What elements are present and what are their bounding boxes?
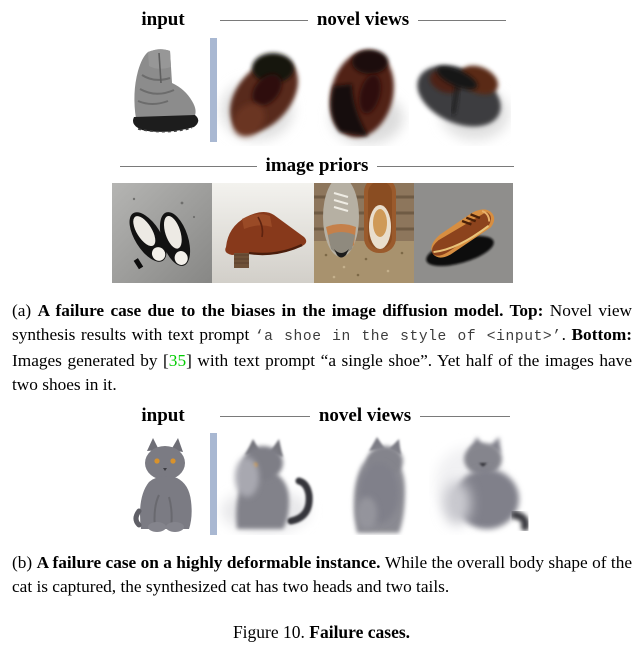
- input-shoe-image: [118, 45, 207, 138]
- prior-image-4-orange-oxford: [414, 183, 513, 283]
- figure-caption-prefix: Figure 10.: [232, 622, 310, 642]
- caption-a-tag: (a): [12, 301, 38, 321]
- novel-view-cat-1-image: [217, 433, 327, 535]
- citation-35-link[interactable]: 35: [168, 351, 187, 371]
- figure-a-input-header: input: [141, 9, 185, 30]
- header-rule-right: [418, 20, 506, 21]
- header-rule-right: [377, 166, 514, 167]
- header-rule-left: [220, 20, 308, 21]
- caption-b-title: A failure case on a highly deformable instance.: [36, 553, 385, 573]
- caption-a-bottom-label: Bottom:: [571, 325, 632, 345]
- header-rule-right: [420, 416, 510, 417]
- figure-a-novel-views-header: [220, 9, 506, 31]
- caption-a-prompt-mono: ‘a shoe in the style of <input>’: [254, 329, 562, 346]
- figure-caption-title: Failure cases.: [309, 622, 411, 642]
- caption-a: [12, 299, 632, 397]
- caption-a-post-citation: ] with text prompt “a single shoe”. Yet half of the images have two shoes in it.: [12, 351, 632, 395]
- figure-b-novel-views-header: [220, 405, 510, 427]
- figure-caption: [0, 622, 643, 643]
- caption-a-top-label: Top:: [509, 301, 550, 321]
- input-cat-image: [127, 437, 205, 533]
- caption-a-after-prompt: .: [561, 325, 572, 345]
- novel-view-cat-2-image: [327, 433, 429, 535]
- caption-b: [12, 551, 632, 599]
- image-priors-header: [120, 155, 514, 177]
- caption-b-body: While the overall body shape of the cat is captured, the synthesized cat has two heads and two tails.: [12, 553, 633, 597]
- header-rule-left: [220, 416, 310, 417]
- novel-view-cat-3-image: [429, 433, 531, 535]
- header-rule-left: [120, 166, 257, 167]
- input-novelviews-divider-bar: [210, 38, 217, 142]
- prior-image-1-black-pumps: [112, 183, 212, 283]
- figure-b-novel-views-label: novel views: [318, 405, 412, 426]
- caption-a-title: A failure case due to the biases in the image diffusion model.: [37, 301, 510, 321]
- caption-a-top-text: Novel view synthesis results with text prompt: [12, 301, 632, 345]
- image-priors-label: image priors: [265, 155, 369, 176]
- input-novelviews-divider-bar-b: [210, 433, 217, 535]
- novel-view-shoe-3-image: [409, 38, 511, 146]
- prior-image-3-two-shoes-top: [314, 183, 414, 283]
- caption-a-pre-citation: Images generated by [: [12, 351, 169, 371]
- figure-a-novel-views-label: novel views: [316, 9, 410, 30]
- prior-image-2-brown-shoe: [212, 183, 314, 283]
- image-priors-row: [112, 183, 513, 283]
- novel-view-shoe-1-image: [217, 38, 312, 146]
- novel-view-shoe-2-image: [312, 38, 409, 146]
- caption-b-tag: (b): [12, 553, 37, 573]
- figure-b-input-header: input: [141, 405, 185, 426]
